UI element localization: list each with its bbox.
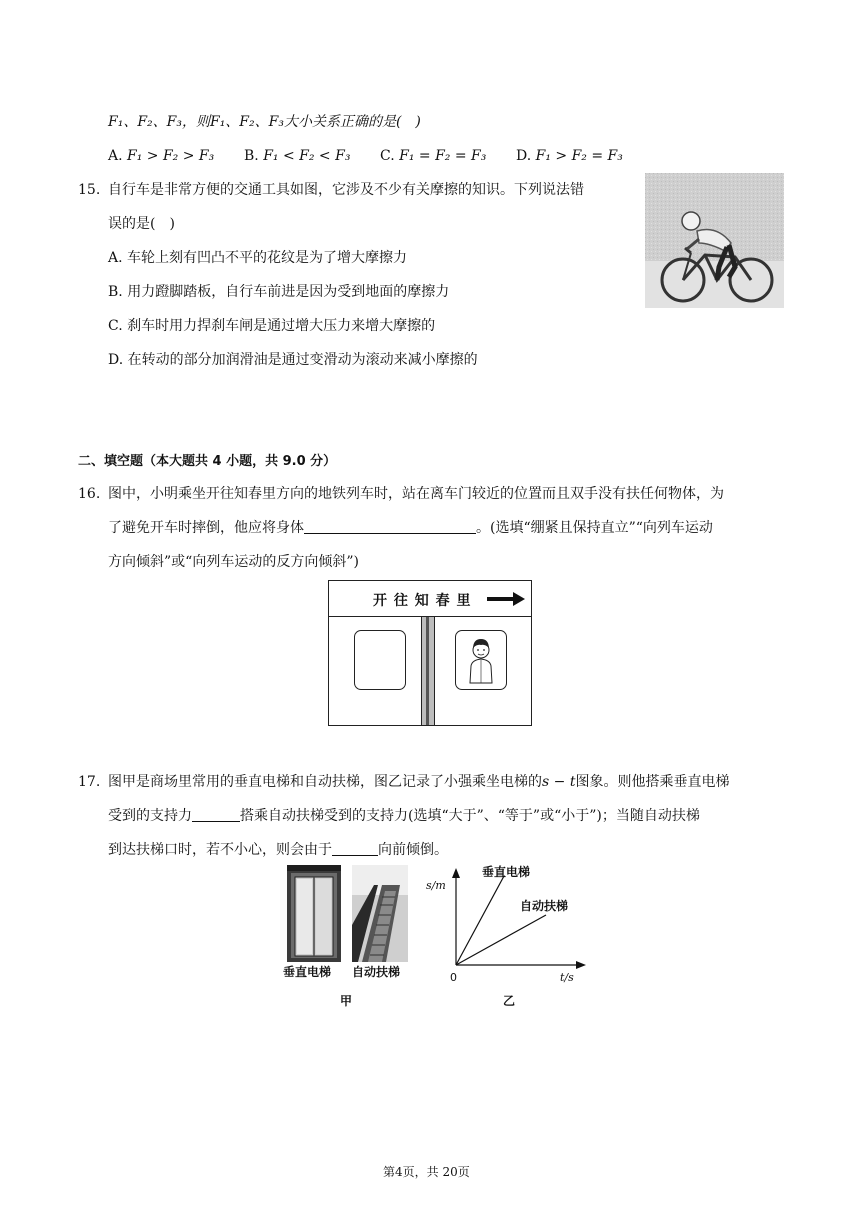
figure-b-label: 乙 [503, 994, 516, 1008]
line1-label: 垂直电梯 [482, 865, 531, 879]
boy-figure [456, 631, 506, 689]
figure-a-label: 甲 [340, 994, 353, 1008]
escalator-caption: 自动扶梯 [352, 965, 401, 979]
q15-option-c [108, 316, 435, 336]
q15-stem-line2: 误的是( ) [108, 216, 175, 232]
q16-number: 16. [78, 486, 101, 502]
q16-line1: 图中，小明乘坐开往知春里方向的地铁列车时，站在离车门较近的位置而且双手没有扶任何物体，为 [108, 486, 724, 502]
cyclist-photo [645, 173, 784, 308]
y-axis-label: s/m [426, 879, 446, 892]
q15-option-a [108, 248, 407, 268]
option-letter: B. [108, 284, 123, 300]
option-letter: C. [108, 318, 123, 334]
option-text: 用力蹬脚踏板，自行车前进是因为受到地面的摩擦力 [127, 284, 450, 300]
q14-option-a [108, 146, 214, 166]
q17-math: s − t [542, 774, 576, 790]
escalator-photo [352, 865, 408, 962]
q16-line2-before: 了避免开车时摔倒，他应将身体 [108, 520, 304, 536]
option-letter: A. [108, 250, 123, 266]
option-text: F₁ < F₂ < F₃ [263, 148, 351, 164]
q14-stem-tail [108, 112, 421, 132]
arrow-right-icon [487, 592, 525, 606]
elevator-photo [287, 865, 341, 962]
origin-label: 0 [450, 971, 457, 984]
elevator-caption: 垂直电梯 [283, 965, 332, 979]
q14-option-d [516, 146, 623, 166]
q15-number: 15. [78, 182, 101, 198]
section-heading: 二、填空题（本大题共 4 小题，共 9.0 分） [78, 454, 337, 469]
q17-line3-before: 到达扶梯口时，若不小心，则会由于 [108, 842, 332, 858]
q17-line2-before: 受到的支持力 [108, 808, 192, 824]
q17-line1 [108, 772, 729, 792]
subway-figure [328, 580, 532, 726]
window-left [354, 630, 406, 690]
answer-blank[interactable] [332, 841, 378, 856]
q15-option-d [108, 350, 478, 370]
q17-line1-before: 图甲是商场里常用的垂直电梯和自动扶梯，图乙记录了小强乘坐电梯的 [108, 774, 542, 790]
q14-stem-text: F₁、F₂、F₃，则F₁、F₂、F₃大小关系正确的是( ) [108, 114, 421, 130]
q14-option-c [380, 146, 486, 166]
direction-sign-text: 开 往 知 春 里 [373, 593, 472, 609]
answer-blank[interactable] [304, 519, 476, 534]
option-letter: D. [516, 148, 532, 164]
option-letter: A. [108, 148, 123, 164]
q17-line3 [108, 840, 448, 860]
q17-line2-after: 搭乘自动扶梯受到的支持力(选填“大于”、“等于”或“小于”)；当随自动扶梯 [240, 808, 700, 824]
option-letter: D. [108, 352, 124, 368]
q16-line2 [108, 518, 713, 538]
door-gap [421, 617, 435, 725]
option-text: F₁ > F₂ = F₃ [535, 148, 623, 164]
option-text: F₁ = F₂ = F₃ [399, 148, 487, 164]
option-text: 在转动的部分加润滑油是通过变滑动为滚动来减小摩擦的 [127, 352, 478, 368]
x-axis-label: t/s [560, 971, 574, 984]
answer-blank[interactable] [192, 807, 240, 822]
y-axis-arrow-icon [452, 868, 460, 878]
line2-label: 自动扶梯 [520, 899, 569, 913]
window-right [455, 630, 507, 690]
q15-option-b [108, 282, 449, 302]
q16-line3: 方向倾斜”或“向列车运动的反方向倾斜”) [108, 554, 359, 570]
q16-line2-after: 。(选填“绷紧且保持直立”“向列车运动 [476, 520, 713, 536]
option-text: 车轮上刻有凹凸不平的花纹是为了增大摩擦力 [127, 250, 408, 266]
q15-stem-line1: 自行车是非常方便的交通工具如图，它涉及不少有关摩擦的知识。下列说法错 [108, 182, 584, 198]
q17-line1-after: 图象。则他搭乘垂直电梯 [575, 774, 730, 790]
q17-number: 17. [78, 774, 101, 790]
option-text: 刹车时用力捍刹车闸是通过增大压力来增大摩擦的 [127, 318, 436, 334]
x-axis-arrow-icon [576, 961, 586, 969]
q17-line2 [108, 806, 700, 826]
option-letter: B. [244, 148, 259, 164]
option-text: F₁ > F₂ > F₃ [127, 148, 215, 164]
q17-line3-after: 向前倾倒。 [378, 842, 448, 858]
s-t-graph [422, 860, 592, 988]
q14-option-b [244, 146, 350, 166]
direction-sign [329, 581, 531, 617]
page-footer: 第4页，共 20页 [383, 1165, 470, 1179]
option-letter: C. [380, 148, 395, 164]
